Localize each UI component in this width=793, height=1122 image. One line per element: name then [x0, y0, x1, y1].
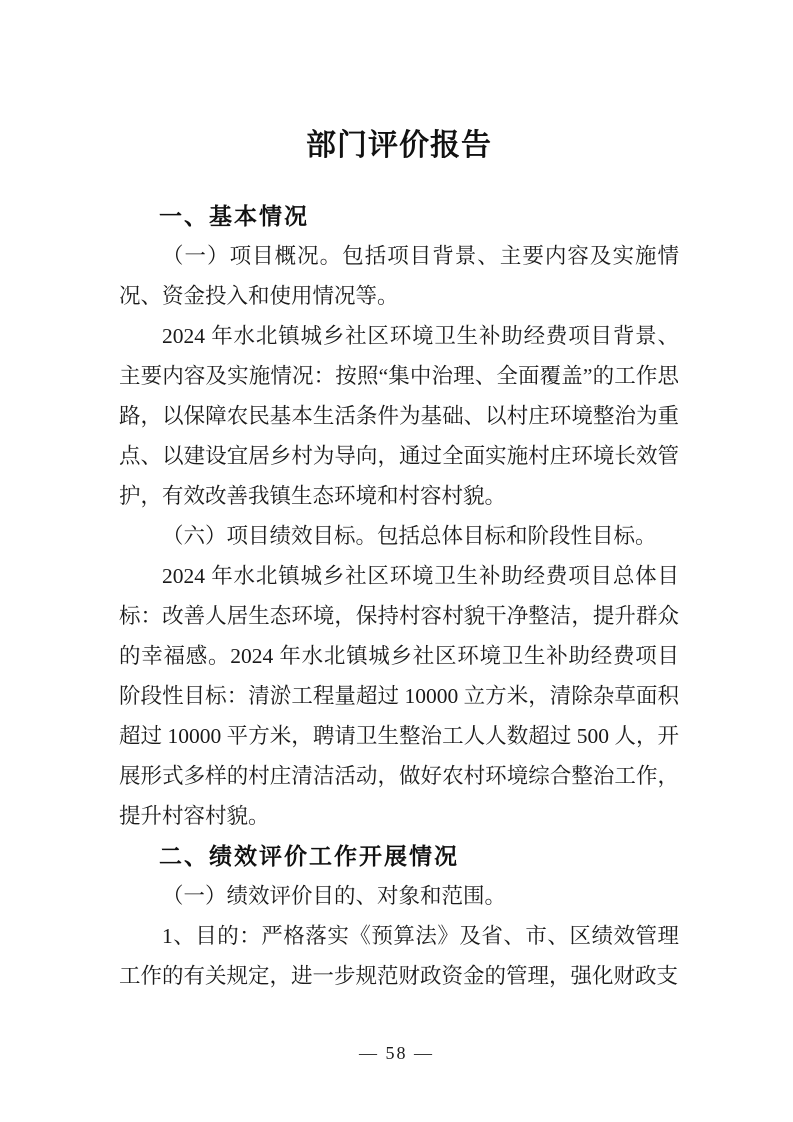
paragraph: （一）绩效评价目的、对象和范围。	[162, 884, 507, 908]
section-heading: 二、绩效评价工作开展情况	[159, 843, 459, 869]
paragraph: 2024 年水北镇城乡社区环境卫生补助经费项目背景、主要内容及实施情况：按照“集中治理、全面覆盖”的工作思路，以保障农民基本生活条件为基础、以村庄环境整治为重点、以建设宜居乡村为导向，通过全面实施村庄环境长效管护，有效改善我镇生态环境和村容村貌。	[119, 324, 679, 508]
paragraph: （六）项目绩效目标。包括总体目标和阶段性目标。	[162, 524, 657, 548]
page-content	[119, 126, 679, 996]
section-heading: 一、基本情况	[159, 203, 309, 229]
paragraph: 1、目的：严格落实《预算法》及省、市、区绩效管理工作的有关规定，进一步规范财政资金的管理，强化财政支	[119, 924, 679, 988]
paragraph: （一）项目概况。包括项目背景、主要内容及实施情况、资金投入和使用情况等。	[119, 244, 679, 308]
document-body	[119, 196, 679, 996]
paragraph: 2024 年水北镇城乡社区环境卫生补助经费项目总体目标：改善人居生态环境，保持村容村貌干净整洁，提升群众的幸福感。2024 年水北镇城乡社区环境卫生补助经费项目阶段性目标：清淤工程量超过 10000 立方米，清除杂草面积超过 10000 平方米，聘请卫生整治工人人数超过 500 人，开展形式多样的村庄清洁活动，做好农村环境综合整治工作，提升村容村貌。	[119, 564, 679, 828]
page-number: — 58 —	[359, 1043, 434, 1063]
document-title: 部门评价报告	[306, 129, 492, 162]
